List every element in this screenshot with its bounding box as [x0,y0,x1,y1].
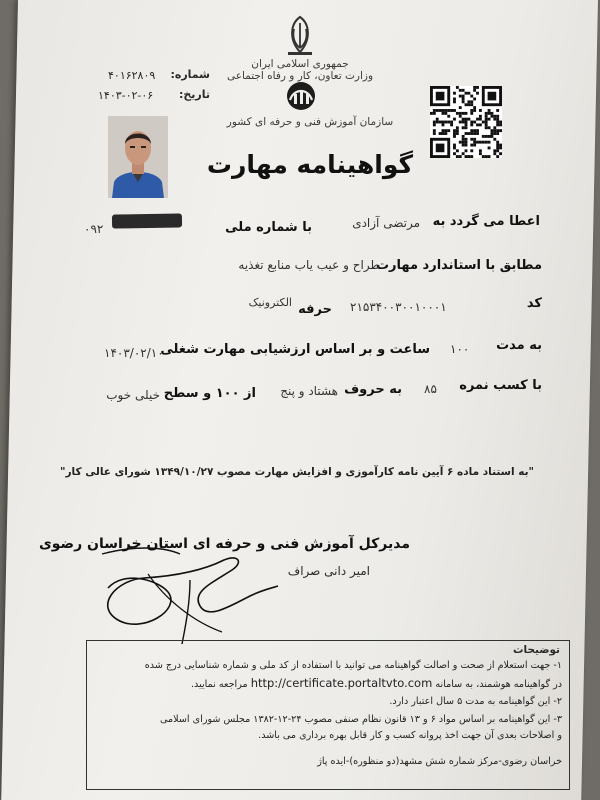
qr-code-icon [430,86,502,158]
hours-label: ساعت و بر اساس ارزشیابی مهارت شغلی [160,342,430,357]
words-label: به حروف [344,382,402,397]
words-value: هشتاد و پنج [280,384,338,398]
iran-emblem-icon [282,14,318,56]
duration-value: ۱۰۰ [450,342,470,356]
granted-label: اعطا می گردد به [432,214,540,229]
trade-label: حرفه [298,302,332,317]
code-value: ۲۱۵۳۴۰۰۳۰۰۱۰۰۰۱ [350,300,447,314]
level-value: خیلی خوب [106,388,160,402]
note-line-2: ۲- این گواهینامه به مدت ۵ سال اعتبار دارد. [389,696,562,707]
tvto-logo-icon [278,80,324,112]
of-level-label: از ۱۰۰ و سطح [163,386,256,401]
page-title: گواهینامه مهارت [206,150,414,179]
notes-heading: توضیحات [512,644,560,656]
note-line-3: ۳- این گواهینامه بر اساس مواد ۶ و ۱۳ قانون نظام صنفی مصوب ۲۴-۱۲-۱۳۸۲ مجلس شورای اسلامی [160,714,562,725]
trade-value: الکترونیک [248,296,292,309]
score-label: با کسب نمره [459,378,542,393]
certificate-url-link[interactable]: http://certificate.portaltvto.com [250,676,433,690]
evaluation-date: ۱۴۰۳/۰۲/۱۰ [104,346,164,360]
ministry-name: وزارت تعاون، کار و رفاه اجتماعی [226,70,374,82]
national-id-value: ۰۹۲ [84,222,104,236]
code-label: کد [526,296,542,311]
country-name: جمهوری اسلامی ایران [251,58,349,70]
standard-value: طراح و عیب یاب منابع تغذیه [238,258,380,272]
redaction-bar [112,213,182,228]
signatory-position: مدیرکل آموزش فنی و حرفه ای استان خراسان رضوی [38,536,410,552]
granted-value: مرتضی آزادی [352,216,420,230]
national-id-label: با شماره ملی [225,220,312,235]
organization-name: سازمان آموزش فنی و حرفه ای کشور [226,116,394,128]
duration-label: به مدت [496,338,542,353]
score-value: ۸۵ [424,382,437,396]
note-line-1b [92,676,562,690]
number-value: ۴۰۱۶۲۸۰۹ [108,69,156,82]
note-line-3b: و اصلاحات بعدی آن جهت اخذ پروانه کسب و کار قابل بهره برداری می باشد. [258,730,562,741]
decree-text: "به استناد ماده ۶ آیین نامه کارآموزی و افزایش مهارت مصوب ۱۳۴۹/۱۰/۲۷ شورای عالی کار" [60,466,534,478]
date-value: ۱۴۰۳-۰۲-۰۶ [98,89,154,102]
date-label: تاریخ: [178,88,210,101]
note-line-1: ۱- جهت استعلام از صحت و اصالت گواهینامه می توانید با استفاده از کد ملی و شماره شناسایی درج شده [144,660,562,671]
notes-footer: خراسان رضوی-مرکز شماره شش مشهد(دو منظوره)-ایده پاژ [317,756,562,767]
signatory-name: امیر دانی صراف [287,564,370,578]
standard-label: مطابق با استاندارد مهارت [375,258,542,273]
note-line-1b-post: مراجعه نمایید. [190,679,248,690]
note-line-1b-pre: در گواهینامه هوشمند، به سامانه [435,679,562,690]
portrait-photo [108,116,168,198]
signature [72,540,282,645]
number-label: شماره: [170,68,210,81]
